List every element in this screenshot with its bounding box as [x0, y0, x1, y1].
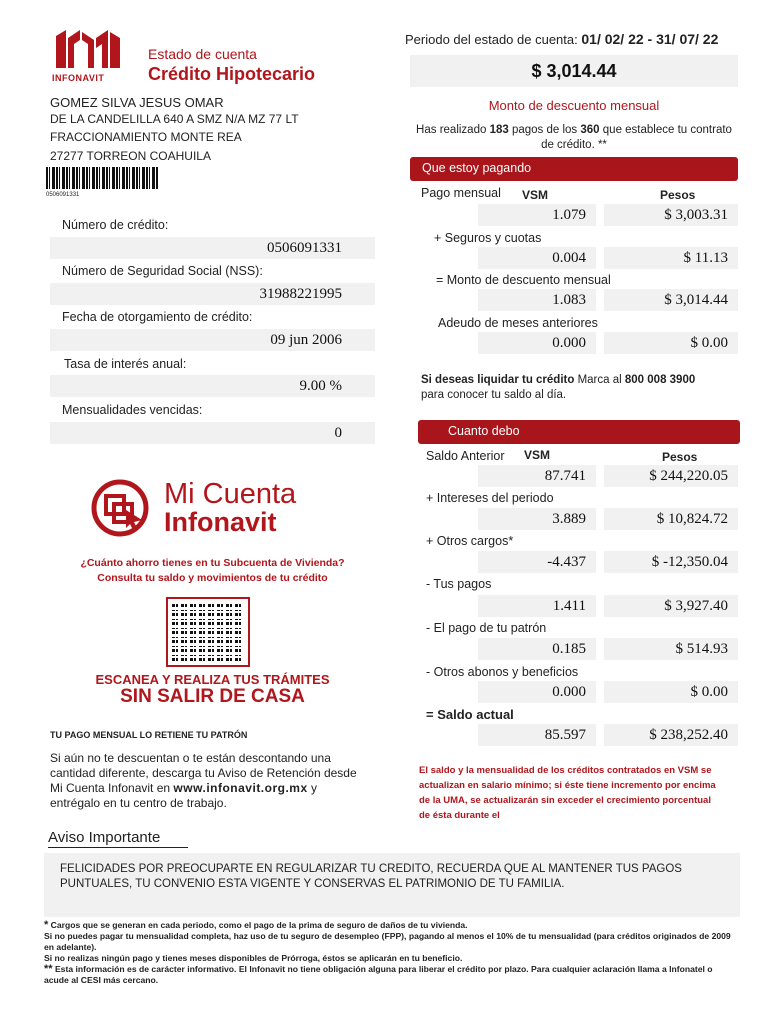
owe-pesos-5: $ 0.00 [604, 681, 738, 703]
payments-text-1: Has realizado [416, 124, 487, 136]
owe-pesos-2: $ -12,350.04 [604, 551, 738, 573]
infonavit-logo [52, 28, 128, 84]
liquidate-text-2: para conocer tu saldo al día. [421, 389, 567, 401]
paying-label-0: Pago mensual [421, 186, 501, 200]
retention-text-2: y entrégalo en tu centro de trabajo. [50, 781, 317, 810]
owe-header [418, 420, 740, 444]
credit-number: 0506091331 [50, 237, 375, 259]
period-value: 01/ 02/ 22 - 31/ 07/ 22 [581, 31, 719, 47]
footnotes [44, 920, 734, 986]
mi-cuenta-logo [88, 478, 154, 538]
client-address-2: FRACCIONAMIENTO MONTE REA [50, 130, 242, 144]
paying-col-pesos: Pesos [660, 188, 696, 202]
paying-title: Que estoy pagando [422, 161, 532, 175]
notice-title: Aviso Importante [48, 829, 188, 848]
owe-vsm-1: 3.889 [478, 508, 596, 530]
retention-text [50, 751, 370, 811]
payments-progress-text [410, 123, 738, 153]
owe-label-4: - El pago de tu patrón [426, 621, 547, 635]
monthly-amount-caption: Monto de descuento mensual [488, 98, 660, 113]
liquidate-phone[interactable]: 800 008 3900 [624, 374, 696, 386]
rate-label: Tasa de interés anual: [64, 357, 187, 371]
owe-vsm-0: 87.741 [478, 465, 596, 487]
retention-title: TU PAGO MENSUAL LO RETIENE TU PATRÓN [50, 730, 248, 740]
doc-title-1: Estado de cuenta [148, 46, 257, 62]
monthly-amount: $ 3,014.44 [531, 61, 617, 81]
owe-vsm-2: -4.437 [478, 551, 596, 573]
nss-label: Número de Seguridad Social (NSS): [62, 264, 263, 278]
barcode [46, 167, 158, 189]
payments-made: 183 [489, 124, 509, 136]
owe-col-pesos: Pesos [662, 450, 698, 464]
client-address-1: DE LA CANDELILLA 640 A SMZ N/A MZ 77 LT [50, 112, 299, 126]
client-name: GOMEZ SILVA JESUS OMAR [50, 95, 224, 110]
client-address-3: 27277 TORREON COAHUILA [50, 149, 211, 163]
paying-label-1: + Seguros y cuotas [434, 231, 542, 245]
promo-scan: ESCANEA Y REALIZA TUS TRÁMITES [95, 672, 330, 687]
owe-vsm-6: 85.597 [478, 724, 596, 746]
overdue-label: Mensualidades vencidas: [62, 403, 203, 417]
paying-label-2: = Monto de descuento mensual [436, 273, 611, 287]
barcode-number: 0506091331 [46, 192, 80, 198]
footnote-3: Si no realizas ningún pago y tienes meses disponibles de Prórroga, éstos se aplicarán en tu beneficio. [44, 953, 463, 963]
owe-vsm-3: 1.411 [478, 595, 596, 617]
liquidate-text [421, 373, 741, 403]
paying-col-vsm: VSM [522, 188, 549, 202]
owe-pesos-4: $ 514.93 [604, 638, 738, 660]
payments-total: 360 [580, 124, 600, 136]
notice-box [44, 853, 740, 917]
paying-vsm-1: 0.004 [478, 247, 596, 269]
footnote-2: Si no puedes pagar tu mensualidad completa, haz uso de tu seguro de desempleo (FPP), pagando al menos el 10% de tu mensualidad (para créditos originados de 2009 en adelante). [44, 931, 731, 952]
footnote-4-mark: ** [44, 963, 53, 975]
payments-text-2: pagos de los [511, 124, 578, 136]
rate-value: 9.00 % [50, 375, 375, 397]
liquidate-bold: Si deseas liquidar tu crédito [421, 374, 575, 386]
infonavit-logo-icon [52, 28, 124, 72]
footnote-1 [44, 920, 734, 931]
promo-brand-1: Mi Cuenta [164, 478, 297, 510]
owe-label-1: + Intereses del periodo [426, 491, 554, 505]
owe-pesos-0: $ 244,220.05 [604, 465, 738, 487]
paying-pesos-1: $ 11.13 [604, 247, 738, 269]
notice-text: FELICIDADES POR PREOCUPARTE EN REGULARIZAR TU CREDITO, RECUERDA QUE AL MANTENER TUS PAGOS PUNTUALES, TU CONVENIO ESTA VIGENTE Y CONSERVAS EL PATRIMONIO DE TU FAMILIA. [60, 863, 682, 890]
owe-label-3: - Tus pagos [426, 577, 492, 591]
period-line [405, 31, 718, 47]
paying-header [410, 157, 738, 181]
owe-pesos-6: $ 238,252.40 [604, 724, 738, 746]
promo-home: SIN SALIR DE CASA [120, 686, 305, 707]
owe-label-6: = Saldo actual [426, 707, 514, 722]
owe-pesos-1: $ 10,824.72 [604, 508, 738, 530]
paying-pesos-2: $ 3,014.44 [604, 289, 738, 311]
nss-value: 31988221995 [50, 283, 375, 305]
date-value: 09 jun 2006 [50, 329, 375, 351]
owe-col-vsm: VSM [524, 448, 551, 462]
paying-pesos-3: $ 0.00 [604, 332, 738, 354]
owe-pesos-3: $ 3,927.40 [604, 595, 738, 617]
qr-pattern [172, 603, 244, 661]
footnote-1-text: Cargos que se generan en cada periodo, como el pago de la prima de seguro de daños de tu vivienda. [50, 920, 468, 930]
owe-label-2: + Otros cargos* [426, 534, 514, 548]
footnote-4 [44, 964, 734, 986]
owe-label-0: Saldo Anterior [426, 449, 505, 463]
monthly-amount-box [410, 55, 738, 87]
mi-cuenta-icon [88, 478, 154, 538]
vsm-note: El saldo y la mensualidad de los créditos contratados en VSM se actualizan en salario mínimo; si éste tiene incremento por encima de la UMA, se actualizarán sin exceder el crecimiento porcentual de ésta durante el [419, 765, 716, 821]
promo-brand-2: Infonavit [164, 507, 277, 537]
qr-code[interactable] [166, 597, 250, 667]
credit-number-label: Número de crédito: [62, 218, 169, 232]
owe-vsm-5: 0.000 [478, 681, 596, 703]
period-label: Periodo del estado de cuenta: [405, 32, 578, 47]
date-label: Fecha de otorgamiento de crédito: [62, 310, 253, 324]
overdue-value: 0 [50, 422, 375, 444]
paying-vsm-2: 1.083 [478, 289, 596, 311]
infonavit-link[interactable]: www.infonavit.org.mx [173, 781, 308, 795]
paying-label-3: Adeudo de meses anteriores [438, 316, 598, 330]
payments-text-3: que establece tu contrato de crédito. ** [541, 124, 732, 151]
owe-vsm-4: 0.185 [478, 638, 596, 660]
owe-title: Cuanto debo [448, 424, 520, 438]
paying-vsm-3: 0.000 [478, 332, 596, 354]
promo-consult: Consulta tu saldo y movimientos de tu crédito [97, 572, 328, 584]
paying-pesos-0: $ 3,003.31 [604, 204, 738, 226]
promo-question: ¿Cuánto ahorro tienes en tu Subcuenta de Vivienda? [80, 557, 345, 569]
retention-text-1: Si aún no te descuentan o te están descontando una cantidad diferente, descarga tu Aviso de Retención desde Mi Cuenta Infonavit en [50, 751, 357, 795]
logo-text: INFONAVIT [52, 73, 105, 83]
paying-vsm-0: 1.079 [478, 204, 596, 226]
doc-title-2: Crédito Hipotecario [148, 64, 316, 84]
owe-label-5: - Otros abonos y beneficios [426, 665, 579, 679]
footnote-1-mark: * [44, 919, 49, 931]
footnote-4-text: Esta información es de carácter informativo. El Infonavit no tiene obligación alguna para liberar el crédito por plazo. Para cualquier aclaración llama a Infonatel o acude al CESI más cercano. [44, 964, 713, 985]
liquidate-text-1: Marca al [577, 374, 622, 386]
